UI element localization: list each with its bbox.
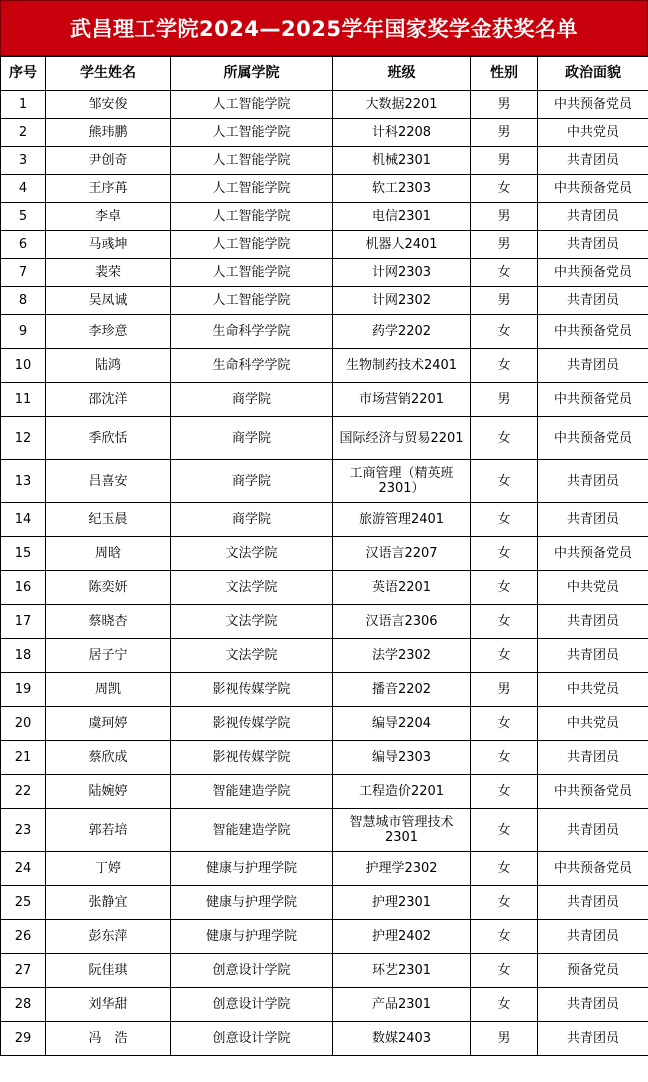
cell-no: 9 xyxy=(1,315,46,349)
cell-class: 数媒2403 xyxy=(333,1022,471,1056)
table-row xyxy=(1,203,648,231)
cell-class: 机器人2401 xyxy=(333,231,471,259)
cell-college: 健康与护理学院 xyxy=(171,920,333,954)
cell-gender: 女 xyxy=(471,175,538,203)
cell-political-status: 共青团员 xyxy=(538,886,648,920)
table-row xyxy=(1,920,648,954)
table-row xyxy=(1,417,648,460)
table-row xyxy=(1,287,648,315)
cell-name: 周晗 xyxy=(46,537,171,571)
cell-class: 编导2303 xyxy=(333,741,471,775)
cell-name: 蔡晓杏 xyxy=(46,605,171,639)
cell-college: 健康与护理学院 xyxy=(171,852,333,886)
cell-no: 3 xyxy=(1,147,46,175)
cell-no: 13 xyxy=(1,460,46,503)
cell-no: 2 xyxy=(1,119,46,147)
cell-political-status: 共青团员 xyxy=(538,741,648,775)
cell-name: 郭若培 xyxy=(46,809,171,852)
cell-name: 吴凤诚 xyxy=(46,287,171,315)
table-row xyxy=(1,639,648,673)
cell-gender: 女 xyxy=(471,954,538,988)
cell-political-status: 共青团员 xyxy=(538,605,648,639)
cell-gender: 女 xyxy=(471,503,538,537)
cell-class: 编导2204 xyxy=(333,707,471,741)
table-row xyxy=(1,988,648,1022)
column-header-no: 序号 xyxy=(1,57,46,91)
column-header-college: 所属学院 xyxy=(171,57,333,91)
cell-political-status: 中共党员 xyxy=(538,673,648,707)
cell-gender: 女 xyxy=(471,537,538,571)
cell-gender: 男 xyxy=(471,383,538,417)
cell-class: 工商管理（精英班2301） xyxy=(333,460,471,503)
table-row xyxy=(1,605,648,639)
cell-gender: 女 xyxy=(471,707,538,741)
table-row xyxy=(1,460,648,503)
column-header-political-status: 政治面貌 xyxy=(538,57,648,91)
cell-class: 汉语言2306 xyxy=(333,605,471,639)
cell-no: 27 xyxy=(1,954,46,988)
cell-gender: 女 xyxy=(471,571,538,605)
cell-name: 冯 浩 xyxy=(46,1022,171,1056)
cell-name: 虞珂婷 xyxy=(46,707,171,741)
cell-college: 生命科学学院 xyxy=(171,349,333,383)
cell-name: 陈奕妍 xyxy=(46,571,171,605)
cell-class: 环艺2301 xyxy=(333,954,471,988)
cell-college: 文法学院 xyxy=(171,639,333,673)
cell-college: 商学院 xyxy=(171,417,333,460)
cell-college: 健康与护理学院 xyxy=(171,886,333,920)
cell-class: 护理2402 xyxy=(333,920,471,954)
page-title: 武昌理工学院2024—2025学年国家奖学金获奖名单 xyxy=(0,0,648,56)
cell-class: 旅游管理2401 xyxy=(333,503,471,537)
cell-no: 7 xyxy=(1,259,46,287)
cell-gender: 女 xyxy=(471,605,538,639)
cell-no: 11 xyxy=(1,383,46,417)
cell-gender: 男 xyxy=(471,119,538,147)
cell-no: 5 xyxy=(1,203,46,231)
cell-name: 邵沈洋 xyxy=(46,383,171,417)
cell-name: 李珍意 xyxy=(46,315,171,349)
cell-gender: 女 xyxy=(471,259,538,287)
cell-gender: 男 xyxy=(471,1022,538,1056)
cell-political-status: 中共预备党员 xyxy=(538,383,648,417)
cell-political-status: 共青团员 xyxy=(538,1022,648,1056)
cell-college: 人工智能学院 xyxy=(171,287,333,315)
cell-gender: 女 xyxy=(471,460,538,503)
column-header-name: 学生姓名 xyxy=(46,57,171,91)
cell-class: 计网2303 xyxy=(333,259,471,287)
cell-college: 创意设计学院 xyxy=(171,988,333,1022)
cell-no: 29 xyxy=(1,1022,46,1056)
cell-name: 丁婷 xyxy=(46,852,171,886)
cell-political-status: 中共预备党员 xyxy=(538,537,648,571)
cell-political-status: 共青团员 xyxy=(538,203,648,231)
column-header-gender: 性别 xyxy=(471,57,538,91)
cell-gender: 男 xyxy=(471,147,538,175)
cell-political-status: 共青团员 xyxy=(538,639,648,673)
cell-no: 21 xyxy=(1,741,46,775)
cell-gender: 女 xyxy=(471,775,538,809)
cell-name: 吕喜安 xyxy=(46,460,171,503)
table-row xyxy=(1,571,648,605)
cell-no: 4 xyxy=(1,175,46,203)
cell-name: 邹安俊 xyxy=(46,91,171,119)
cell-no: 19 xyxy=(1,673,46,707)
cell-gender: 女 xyxy=(471,809,538,852)
table-row xyxy=(1,147,648,175)
table-row xyxy=(1,231,648,259)
cell-political-status: 中共预备党员 xyxy=(538,91,648,119)
cell-political-status: 中共预备党员 xyxy=(538,417,648,460)
cell-name: 马彧坤 xyxy=(46,231,171,259)
cell-gender: 女 xyxy=(471,920,538,954)
table-row xyxy=(1,673,648,707)
table-row xyxy=(1,383,648,417)
cell-class: 生物制药技术2401 xyxy=(333,349,471,383)
cell-name: 彭东萍 xyxy=(46,920,171,954)
cell-class: 汉语言2207 xyxy=(333,537,471,571)
cell-no: 6 xyxy=(1,231,46,259)
cell-political-status: 中共预备党员 xyxy=(538,175,648,203)
cell-class: 药学2202 xyxy=(333,315,471,349)
awardee-table xyxy=(0,56,648,1056)
cell-gender: 男 xyxy=(471,287,538,315)
cell-college: 商学院 xyxy=(171,503,333,537)
cell-college: 智能建造学院 xyxy=(171,809,333,852)
table-row xyxy=(1,886,648,920)
cell-name: 陆鸿 xyxy=(46,349,171,383)
cell-class: 护理学2302 xyxy=(333,852,471,886)
table-row xyxy=(1,1022,648,1056)
cell-name: 裴荣 xyxy=(46,259,171,287)
cell-no: 28 xyxy=(1,988,46,1022)
cell-class: 市场营销2201 xyxy=(333,383,471,417)
cell-name: 刘华甜 xyxy=(46,988,171,1022)
cell-college: 智能建造学院 xyxy=(171,775,333,809)
cell-class: 护理2301 xyxy=(333,886,471,920)
column-header-class: 班级 xyxy=(333,57,471,91)
cell-class: 大数据2201 xyxy=(333,91,471,119)
table-body xyxy=(1,91,648,1056)
cell-political-status: 中共预备党员 xyxy=(538,852,648,886)
cell-class: 工程造价2201 xyxy=(333,775,471,809)
cell-political-status: 中共党员 xyxy=(538,571,648,605)
cell-class: 英语2201 xyxy=(333,571,471,605)
cell-no: 26 xyxy=(1,920,46,954)
table-row xyxy=(1,91,648,119)
cell-political-status: 共青团员 xyxy=(538,920,648,954)
cell-no: 12 xyxy=(1,417,46,460)
cell-no: 22 xyxy=(1,775,46,809)
cell-gender: 男 xyxy=(471,91,538,119)
cell-name: 张静宜 xyxy=(46,886,171,920)
cell-gender: 男 xyxy=(471,231,538,259)
cell-political-status: 共青团员 xyxy=(538,349,648,383)
cell-no: 25 xyxy=(1,886,46,920)
cell-name: 季欣恬 xyxy=(46,417,171,460)
cell-class: 计科2208 xyxy=(333,119,471,147)
table-row xyxy=(1,503,648,537)
table-header-row xyxy=(1,57,648,91)
cell-no: 10 xyxy=(1,349,46,383)
cell-college: 创意设计学院 xyxy=(171,1022,333,1056)
cell-name: 熊玮鹏 xyxy=(46,119,171,147)
cell-name: 陆婉婷 xyxy=(46,775,171,809)
cell-no: 24 xyxy=(1,852,46,886)
cell-no: 8 xyxy=(1,287,46,315)
cell-gender: 女 xyxy=(471,639,538,673)
cell-political-status: 中共党员 xyxy=(538,119,648,147)
cell-college: 人工智能学院 xyxy=(171,119,333,147)
cell-gender: 女 xyxy=(471,852,538,886)
cell-name: 纪玉晨 xyxy=(46,503,171,537)
cell-college: 人工智能学院 xyxy=(171,231,333,259)
cell-political-status: 共青团员 xyxy=(538,809,648,852)
cell-college: 生命科学学院 xyxy=(171,315,333,349)
cell-no: 17 xyxy=(1,605,46,639)
cell-class: 播音2202 xyxy=(333,673,471,707)
cell-name: 阮佳琪 xyxy=(46,954,171,988)
cell-gender: 女 xyxy=(471,988,538,1022)
cell-college: 文法学院 xyxy=(171,605,333,639)
table-row xyxy=(1,809,648,852)
cell-political-status: 中共预备党员 xyxy=(538,259,648,287)
cell-political-status: 中共预备党员 xyxy=(538,315,648,349)
cell-college: 文法学院 xyxy=(171,537,333,571)
cell-political-status: 共青团员 xyxy=(538,503,648,537)
table-row xyxy=(1,537,648,571)
cell-political-status: 中共预备党员 xyxy=(538,775,648,809)
cell-gender: 女 xyxy=(471,315,538,349)
cell-political-status: 中共党员 xyxy=(538,707,648,741)
cell-college: 影视传媒学院 xyxy=(171,673,333,707)
table-row xyxy=(1,315,648,349)
cell-college: 人工智能学院 xyxy=(171,203,333,231)
table-row xyxy=(1,775,648,809)
cell-college: 商学院 xyxy=(171,460,333,503)
cell-gender: 女 xyxy=(471,886,538,920)
cell-name: 尹创奇 xyxy=(46,147,171,175)
cell-gender: 女 xyxy=(471,417,538,460)
cell-college: 商学院 xyxy=(171,383,333,417)
cell-no: 20 xyxy=(1,707,46,741)
cell-gender: 女 xyxy=(471,741,538,775)
cell-political-status: 共青团员 xyxy=(538,287,648,315)
table-row xyxy=(1,175,648,203)
cell-college: 影视传媒学院 xyxy=(171,741,333,775)
cell-name: 李卓 xyxy=(46,203,171,231)
cell-college: 影视传媒学院 xyxy=(171,707,333,741)
table-row xyxy=(1,259,648,287)
cell-no: 16 xyxy=(1,571,46,605)
cell-class: 计网2302 xyxy=(333,287,471,315)
cell-class: 智慧城市管理技术2301 xyxy=(333,809,471,852)
cell-gender: 男 xyxy=(471,203,538,231)
cell-name: 王序苒 xyxy=(46,175,171,203)
cell-class: 国际经济与贸易2201 xyxy=(333,417,471,460)
cell-political-status: 共青团员 xyxy=(538,460,648,503)
table-row xyxy=(1,954,648,988)
table-row xyxy=(1,119,648,147)
cell-name: 居子宁 xyxy=(46,639,171,673)
cell-political-status: 预备党员 xyxy=(538,954,648,988)
cell-college: 人工智能学院 xyxy=(171,147,333,175)
cell-college: 文法学院 xyxy=(171,571,333,605)
cell-no: 1 xyxy=(1,91,46,119)
cell-gender: 男 xyxy=(471,673,538,707)
cell-political-status: 共青团员 xyxy=(538,231,648,259)
cell-name: 周凯 xyxy=(46,673,171,707)
cell-no: 18 xyxy=(1,639,46,673)
cell-class: 法学2302 xyxy=(333,639,471,673)
table-row xyxy=(1,852,648,886)
cell-class: 电信2301 xyxy=(333,203,471,231)
cell-class: 软工2303 xyxy=(333,175,471,203)
cell-no: 23 xyxy=(1,809,46,852)
cell-college: 人工智能学院 xyxy=(171,91,333,119)
cell-gender: 女 xyxy=(471,349,538,383)
cell-no: 14 xyxy=(1,503,46,537)
table-row xyxy=(1,349,648,383)
cell-no: 15 xyxy=(1,537,46,571)
table-row xyxy=(1,707,648,741)
cell-college: 人工智能学院 xyxy=(171,175,333,203)
cell-class: 产品2301 xyxy=(333,988,471,1022)
table-row xyxy=(1,741,648,775)
cell-political-status: 共青团员 xyxy=(538,147,648,175)
cell-class: 机械2301 xyxy=(333,147,471,175)
cell-name: 蔡欣成 xyxy=(46,741,171,775)
cell-college: 创意设计学院 xyxy=(171,954,333,988)
cell-college: 人工智能学院 xyxy=(171,259,333,287)
cell-political-status: 共青团员 xyxy=(538,988,648,1022)
